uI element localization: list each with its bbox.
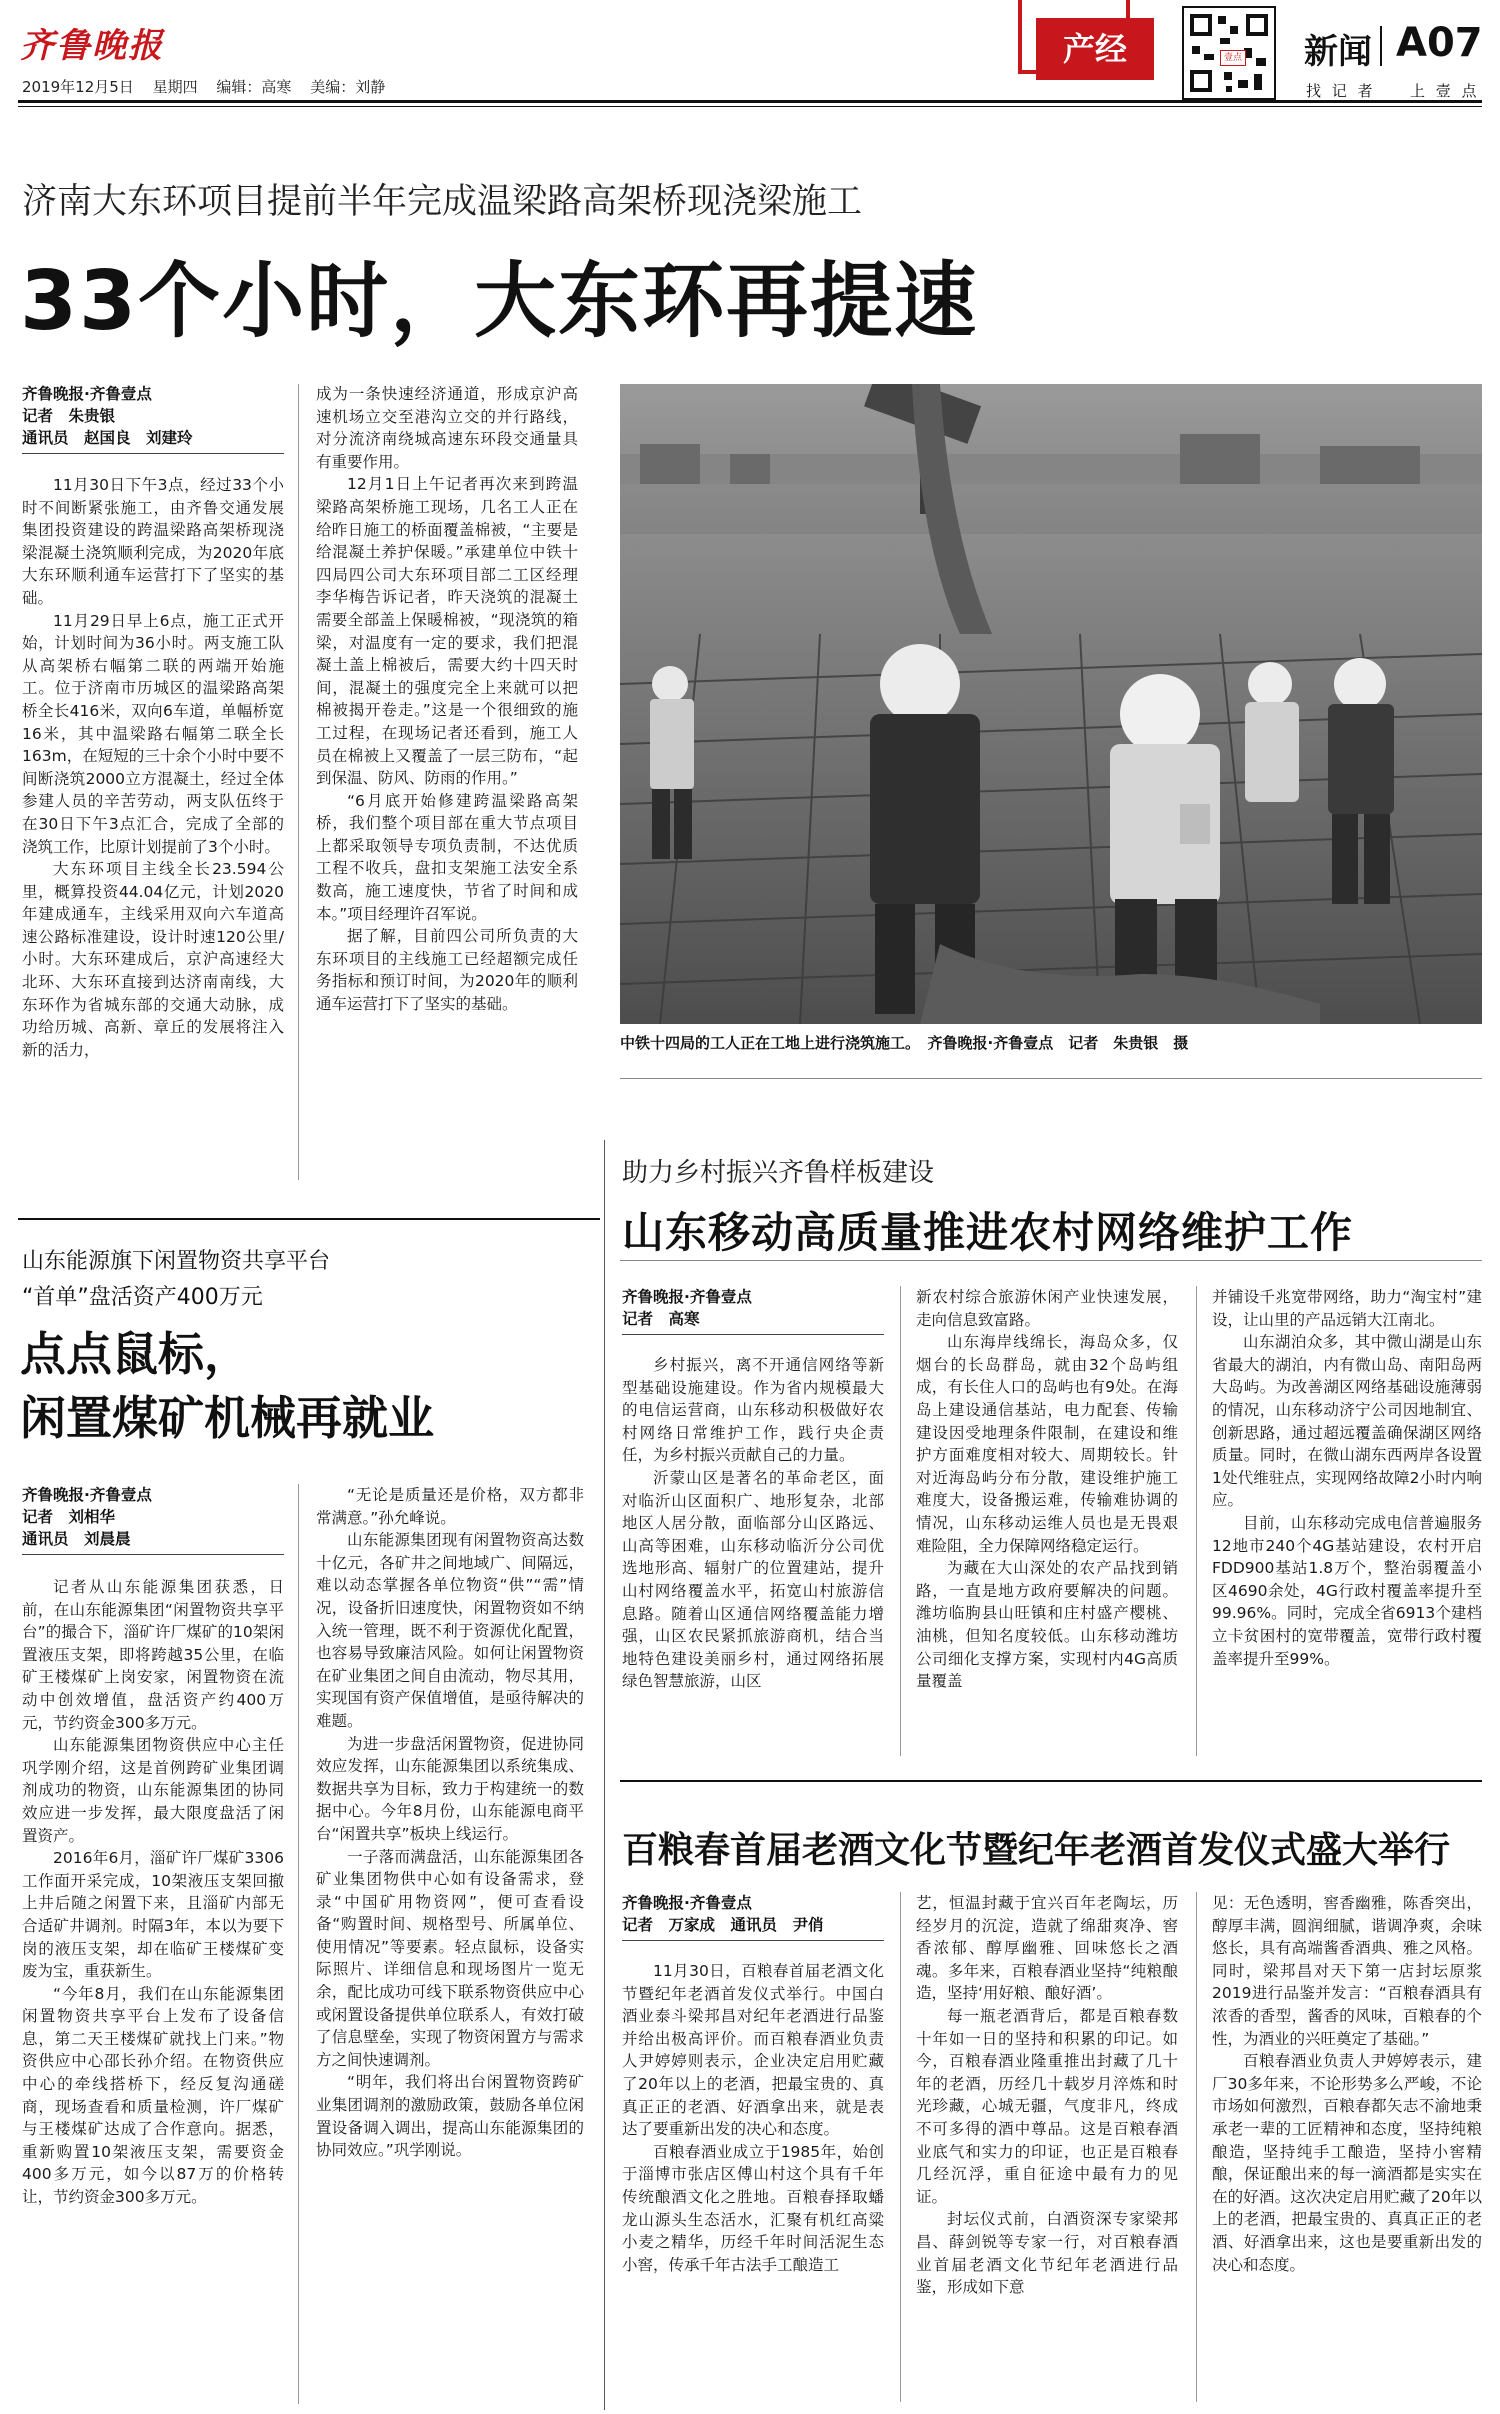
paragraph: 封坛仪式前，白酒资深专家梁邦昌、薛剑锐等专家一行，对百粮春酒业首届老酒文化节纪年老酒进行品鉴，形成如下意 xyxy=(916,2210,1178,2297)
story-c-byline xyxy=(22,1484,284,1555)
story-a-column-2 xyxy=(316,383,578,1016)
paragraph: 为藏在大山深处的农产品找到销路，一直是地方政府要解决的问题。潍坊临朐县山旺镇和庄村盛产樱桃、油桃，但知名度较低。山东移动潍坊公司细化支撑方案，实现村内4G高质量覆盖 xyxy=(916,1559,1178,1691)
paragraph: 一子落而满盘活，山东能源集团各矿业集团物供中心如有设备需求，登录“中国矿用物资网”，便可查看设备“购置时间、规格型号、所属单位、使用情况”等要素。轻点鼠标，设备实际照片、详细信息和现场图片一览无余，配比成功可线下联系物资供应中心或闲置设备提供单位联系人，有效打破了信息壁垒，实现了物资闲置方与需求方之间快速调剂。 xyxy=(316,1847,584,2069)
editor-credit: 编辑：高寒 xyxy=(216,78,292,96)
story-c-column-1 xyxy=(22,1576,284,2209)
story-b-column-2 xyxy=(916,1286,1178,1693)
story-c-column-2 xyxy=(316,1484,584,2162)
byline-correspondent: 通讯员 赵国良 刘建玲 xyxy=(22,429,193,447)
dateline xyxy=(22,76,399,97)
column-divider xyxy=(1196,1892,1197,2402)
paragraph: 见：无色透明，窖香幽雅，陈香突出，醇厚丰满，圆润细腻，谐调净爽，余味悠长，具有高端酱香酒典、雅之风格。同时，梁邦昌对天下第一店封坛原浆2019进行品鉴并发言：“百粮春酒具有浓香的香型，酱香的风味，百粮春的个性，为酒业的兴旺奠定了基础。” xyxy=(1212,1894,1482,2048)
byline-outlet: 齐鲁晚报·齐鲁壹点 xyxy=(22,1486,152,1504)
paragraph: 据了解，目前四公司所负责的大东环项目的主线施工已经超额完成任务指标和预订时间，为2020年的顺利通车运营打下了坚实的基础。 xyxy=(316,927,578,1014)
story-c-kicker-2: “首单”盘活资产400万元 xyxy=(22,1285,263,1310)
section-tag: 产经 xyxy=(1036,18,1154,80)
paragraph: “无论是质量还是价格，双方都非常满意。”孙允峰说。 xyxy=(316,1486,584,1527)
qr-center-label: 壹点 xyxy=(1220,50,1246,66)
construction-photo xyxy=(620,384,1482,1024)
byline-outlet: 齐鲁晚报·齐鲁壹点 xyxy=(622,1894,752,1912)
story-a-headline: 33个小时，大东环再提速 xyxy=(20,254,979,349)
section-divider-story-c xyxy=(18,1218,600,1220)
column-divider xyxy=(298,384,299,1180)
paragraph: 乡村振兴，离不开通信网络等新型基础设施建设。作为省内规模最大的电信运营商，山东移动积极做好农村网络日常维护工作，践行央企责任，为乡村振兴贡献自己的力量。 xyxy=(622,1356,884,1465)
paragraph: 山东湖泊众多，其中微山湖是山东省最大的湖泊，内有微山岛、南阳岛两大岛屿。为改善湖区网络基础设施薄弱的情况，山东移动济宁公司因地制宜、创新思路，通过超远覆盖确保湖区网络质量。同时，在微山湖东西两岸各设置1处代维驻点，实现网络故障2小时内响应。 xyxy=(1212,1333,1482,1510)
byline-outlet: 齐鲁晚报·齐鲁壹点 xyxy=(22,385,152,403)
section-divider-vertical xyxy=(604,1140,605,2410)
story-d-column-2 xyxy=(916,1892,1178,2299)
story-a-kicker: 济南大东环项目提前半年完成温梁路高架桥现浇梁施工 xyxy=(22,182,863,222)
paragraph: 11月30日下午3点，经过33个小时不间断紧张施工，由齐鲁交通发展集团投资建设的跨温梁路高架桥现浇梁混凝土浇筑顺利完成，为2020年底大东环顺利通车运营打下了坚实的基础。 xyxy=(22,476,284,607)
photo-caption: 中铁十四局的工人正在工地上进行浇筑施工。 齐鲁晚报·齐鲁壹点 记者 朱贵银 摄 xyxy=(620,1034,1189,1052)
byline-outlet: 齐鲁晚报·齐鲁壹点 xyxy=(622,1288,752,1306)
paragraph: 山东能源集团物资供应中心主任巩学刚介绍，这是首例跨矿业集团调剂成功的物资，山东能源集团的协同效应进一步发挥，最大限度盘活了闲置资产。 xyxy=(22,1736,284,1845)
header-rule-thin xyxy=(18,106,1482,107)
paragraph: “6月底开始修建跨温梁路高架桥，我们整个项目部在重大节点项目上都采取领导专项负责制，不达优质工程不收兵，盘扣支架施工法安全系数高，施工速度快，节省了时间和成本。”项目经理许召军说。 xyxy=(316,791,578,923)
paragraph: “今年8月，我们在山东能源集团闲置物资共享平台上发布了设备信息，第二天王楼煤矿就找上门来。”物资供应中心邵长孙介绍。在物资供应中心的牵线搭桥下，经反复沟通磋商，现场查看和质量检测，许厂煤矿与王楼煤矿达成了合作意向。据悉，重新购置10架液压支架，需要资金400多万元，如今以87万的价格转让，节约资金300多万元。 xyxy=(22,1984,284,2207)
paragraph: 艺，恒温封藏于宜兴百年老陶坛，历经岁月的沉淀，造就了绵甜爽净、窖香浓郁、醇厚幽雅、回味悠长之酒魂。多年来，百粮春酒业坚持“纯粮酿造，坚持‘用好粮、酿好酒’。 xyxy=(916,1894,1178,2003)
find-reporter-app: 上 壹 点 xyxy=(1410,82,1480,100)
story-b-headline: 山东移动高质量推进农村网络维护工作 xyxy=(622,1208,1354,1257)
find-reporter-label: 找 记 者 xyxy=(1306,82,1376,100)
paragraph: 百粮春酒业负责人尹婷婷表示，建厂30多年来，不论形势多么严峻，不论市场如何激烈，百粮春都矢志不渝地秉承老一辈的工匠精神和态度，坚持纯粮酿造，坚持纯手工酿造，坚持小窖精酿，保证酿出来的每一滴酒都是实实在在的好酒。这次决定启用贮藏了20年以上的老酒，把最宝贵的、真真正正的老酒、好酒拿出来，这也是要重新出发的决心和态度。 xyxy=(1212,2052,1482,2274)
story-b-byline xyxy=(622,1286,884,1335)
designer-credit: 美编：刘静 xyxy=(310,78,386,96)
paragraph: 为进一步盘活闲置物资，促进协同效应发挥，山东能源集团以系统集成、数据共享为目标，致力于构建统一的数据中心。今年8月份，山东能源电商平台“闲置共享”板块上线运行。 xyxy=(316,1734,584,1843)
paragraph: 新农村综合旅游休闲产业快速发展，走向信息致富路。 xyxy=(916,1288,1178,1329)
paragraph: 每一瓶老酒背后，都是百粮春数十年如一日的坚持和积累的印记。如今，百粮春酒业隆重推出封藏了几十年的老酒，历经几十载岁月淬炼和时光珍藏，心城无疆，气度非凡，终成不可多得的酒中尊品。这是百粮春酒业底气和实力的印证，也正是百粮春几经沉浮，重自征途中最有力的见证。 xyxy=(916,2006,1178,2206)
column-divider xyxy=(900,1892,901,2402)
qr-code-icon[interactable] xyxy=(1182,6,1276,100)
issue-date: 2019年12月5日 xyxy=(22,78,134,96)
byline-reporter: 记者 朱贵银 xyxy=(22,407,116,425)
workers-pouring-concrete-image xyxy=(620,384,1482,1024)
paragraph: 记者从山东能源集团获悉，日前，在山东能源集团“闲置物资共享平台”的撮合下，淄矿许厂煤矿的10架闲置液压支架，即将跨越35公里，在临矿王楼煤矿上岗安家，闲置物资在流动中创效增值，盘活资产约400万元，节约资金300多万元。 xyxy=(22,1578,284,1732)
story-b-rule xyxy=(620,1260,1482,1261)
story-d-headline: 百粮春首届老酒文化节暨纪年老酒首发仪式盛大举行 xyxy=(622,1830,1451,1871)
paragraph: 山东海岸线绵长，海岛众多，仅烟台的长岛群岛，就由32个岛屿组成，有长住人口的岛屿也有9处。在海岛上建设通信基站，电力配套、传输建设因受地理条件限制，在建设和维护方面难度相对较大、周期较长。针对近海岛屿分布分散，建设维护施工难度大，设备搬运难，传输难协调的情况，山东移动运维人员也是无畏艰难险阻，全力保障网络稳定运行。 xyxy=(916,1333,1178,1555)
page-number: A07 xyxy=(1396,20,1483,66)
caption-rule xyxy=(620,1078,1482,1079)
column-divider xyxy=(1196,1286,1197,1756)
paragraph: 山东能源集团现有闲置物资高达数十亿元，各矿井之间地域广、间隔远，难以动态掌握各单位物资“供”“需”情况，设备折旧速度快，闲置物资如不纳入统一管理，既不利于资源优化配置，也容易导致廉洁风险。如何让闲置物资在矿业集团之间自由流动，物尽其用，实现国有资产保值增值，是亟待解决的难题。 xyxy=(316,1531,584,1730)
section-divider-story-d xyxy=(620,1780,1482,1782)
paragraph: 12月1日上午记者再次来到跨温梁路高架桥施工现场，几名工人正在给昨日施工的桥面覆盖棉被，“主要是给混凝土养护保暖。”承建单位中铁十四局四公司大东环项目部二工区经理李华梅告诉记者，昨天浇筑的混凝土需要全部盖上保暖棉被，“现浇筑的箱梁，对温度有一定的要求，我们把混凝土盖上棉被后，需要大约十四天时间，混凝土的强度完全上来就可以把棉被揭开卷走。”这是一个很细致的施工过程，在现场记者还看到，施工人员在棉被上又覆盖了一层三防布，“起到保温、防风、防雨的作用。” xyxy=(316,475,578,788)
paragraph: 11月29日早上6点，施工正式开始，计划时间为36小时。两支施工队从高架桥右幅第二联的两端开始施工。位于济南市历城区的温梁路高架桥全长416米，双向6车道，单幅桥宽16米，其中温梁路右幅第二联全长163m，在短短的三十余个小时中要不间断浇筑2000立方混凝土，经过全体参建人员的辛苦劳动，两支队伍终于在30日下午3点汇合，完成了全部的浇筑工作，比原计划提前了3个小时。 xyxy=(22,611,284,856)
story-d-byline xyxy=(622,1892,884,1941)
story-c-kicker-1: 山东能源旗下闲置物资共享平台 xyxy=(22,1249,331,1274)
byline-correspondent: 通讯员 刘晨晨 xyxy=(22,1530,131,1548)
story-b-column-1 xyxy=(622,1354,884,1693)
paragraph: 沂蒙山区是著名的革命老区，面对临沂山区面积广、地形复杂，北部地区人居分散，面临部分山区路远、山高等困难，山东移动临沂分公司优选地形高、辐射广的位置建站，提升山村网络覆盖水平，拓宽山村旅游信息路。随着山区通信网络覆盖能力增强，山区农民紧抓旅游商机，结合当地特色建设美丽乡村，通过网络拓展绿色智慧旅游，山区 xyxy=(622,1468,884,1691)
issue-weekday: 星期四 xyxy=(152,78,198,96)
story-a-column-1 xyxy=(22,474,284,1061)
page-section-label: 新闻 xyxy=(1304,32,1372,72)
paragraph: 大东环项目主线全长23.594公里，概算投资44.04亿元，计划2020年建成通车，主线采用双向六车道高速公路标准建设，设计时速120公里/小时。大东环建成后，京沪高速经大北环、大东环直接到达济南南线，大东环作为省城东部的交通大动脉，成功给历城、高新、章丘的发展将注入新的活力， xyxy=(22,860,284,1059)
story-c-headline-1: 点点鼠标， xyxy=(20,1327,250,1381)
story-d-column-3 xyxy=(1212,1892,1482,2276)
byline-reporter: 记者 刘相华 xyxy=(22,1508,116,1526)
paragraph: 11月30日，百粮春首届老酒文化节暨纪年老酒首发仪式举行。中国白酒业泰斗梁邦昌对纪年老酒进行品鉴并给出极高评价。而百粮春酒业负责人尹婷婷则表示，企业决定启用贮藏了20年以上的老酒，把最宝贵的、真真正正的老酒、好酒拿出来，就是表达了要重新出发的决心和态度。 xyxy=(622,1962,884,2139)
newspaper-logo: 齐鲁晚报 xyxy=(20,26,164,66)
paragraph: 目前，山东移动完成电信普遍服务12地市240个4G基站建设，农村开启FDD900基站1.8万个，整治弱覆盖小区4690余处，4G行政村覆盖率提升至99.96%。同时，完成全省6913个建档立卡贫困村的宽带覆盖，宽带行政村覆盖率提升至99%。 xyxy=(1212,1513,1482,1668)
paragraph: 并铺设千兆宽带网络，助力“淘宝村”建设，让山里的产品远销大江南北。 xyxy=(1212,1288,1482,1329)
paragraph: “明年，我们将出台闲置物资跨矿业集团调剂的激励政策，鼓励各单位闲置设备调入调出，提高山东能源集团的协同效应。”巩学刚说。 xyxy=(316,2073,584,2160)
story-a-byline xyxy=(22,383,284,454)
story-c-headline-2: 闲置煤矿机械再就业 xyxy=(20,1391,434,1445)
header-rule xyxy=(18,100,1482,103)
paragraph: 2016年6月，淄矿许厂煤矿3306工作面开采完成，10架液压支架回撤上井后随之闲置下来，且淄矿内部无合适矿井调剂。时隔3年，本以为要下岗的液压支架，却在临矿王楼煤矿变废为宝，重获新生。 xyxy=(22,1849,284,1981)
story-b-kicker: 助力乡村振兴齐鲁样板建设 xyxy=(622,1158,935,1188)
page-divider xyxy=(1380,26,1382,66)
story-d-column-1 xyxy=(622,1960,884,2276)
paragraph: 成为一条快速经济通道，形成京沪高速机场立交至港沟立交的并行路线，对分流济南绕城高速东环段交通量具有重要作用。 xyxy=(316,385,578,471)
byline-reporter: 记者 高寒 xyxy=(622,1310,700,1328)
column-divider xyxy=(298,1484,299,2404)
paragraph: 百粮春酒业成立于1985年，始创于淄博市张店区傅山村这个具有千年传统酿酒文化之胜地。百粮春择取蟠龙山源头生态活水，汇聚有机红高粱小麦之精华，历经千年时间活泥生态小窖，传承千年古法手工酿造工 xyxy=(622,2142,884,2274)
byline-reporter: 记者 万家成 通讯员 尹俏 xyxy=(622,1916,824,1934)
column-divider xyxy=(900,1286,901,1756)
story-b-column-3 xyxy=(1212,1286,1482,1670)
